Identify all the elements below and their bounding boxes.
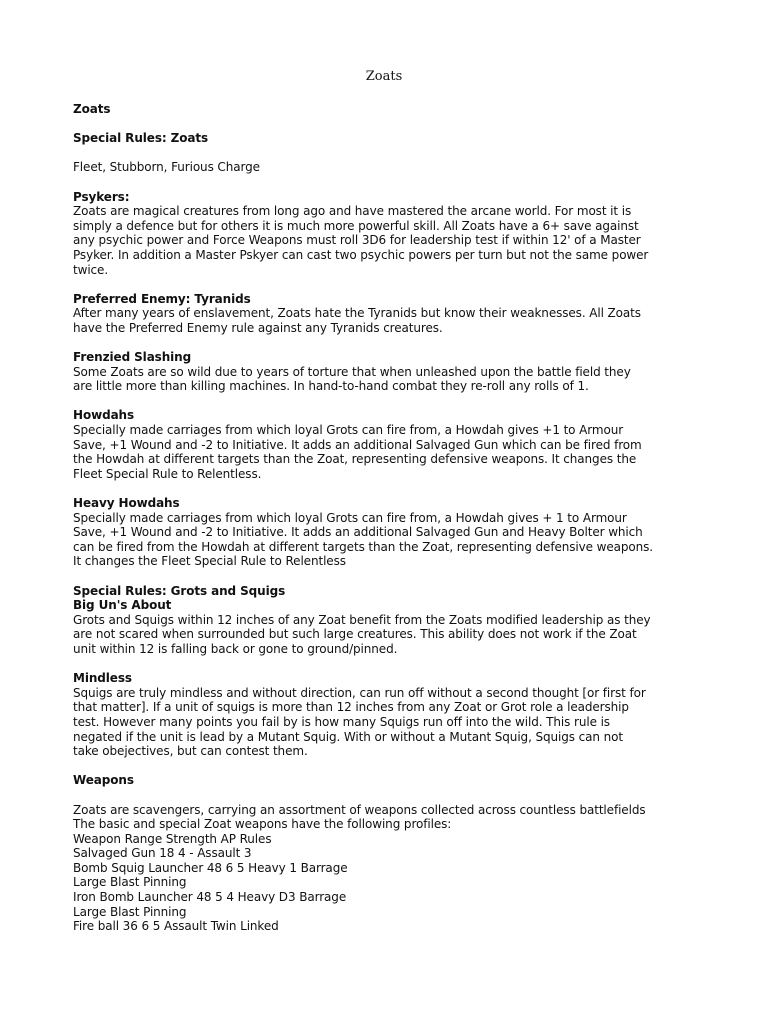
weapon-row: Bomb Squig Launcher 48 6 5 Heavy 1 Barrage [73,860,348,875]
psykers-paragraph [73,204,705,277]
howdahs-line: Specially made carriages from which loyal Grots can fire from, a Howdah gives +1 to Armour [73,423,624,438]
heavy-howdahs-line: Specially made carriages from which loyal Grots can fire from, a Howdah gives + 1 to Armour [73,510,627,525]
section-grots-and-squigs [73,584,705,657]
heavy-howdahs-line: Save, +1 Wound and -2 to Initiative. It adds an additional Salvaged Gun and Heavy Bolter which [73,525,643,540]
weapons-paragraph [73,803,705,934]
weapons-line: The basic and special Zoat weapons have the following profiles: [73,817,452,832]
psykers-line: any psychic power and Force Weapons must roll 3D6 for leadership test if within 12' of a Master [73,233,641,248]
weapon-row: Large Blast Pinning [73,904,187,919]
section-psykers [73,190,705,278]
mindless-line: test. However many points you fail by is how many Squigs run off into the wild. This rule is [73,714,610,729]
section-heavy-howdahs [73,496,705,569]
special-rules-text: Fleet, Stubborn, Furious Charge [73,160,260,175]
psykers-heading: Psykers: [73,189,130,204]
mindless-heading: Mindless [73,671,132,686]
heading-zoats: Zoats [73,102,111,116]
preferred-enemy-heading: Preferred Enemy: Tyranids [73,291,251,306]
special-rules-heading: Special Rules: Zoats [73,131,209,146]
weapon-row: Fire ball 36 6 5 Assault Twin Linked [73,919,279,934]
heavy-howdahs-heading: Heavy Howdahs [73,496,180,511]
mindless-paragraph [73,686,705,759]
section-frenzied-slashing [73,350,705,394]
grots-squigs-line: unit within 12 is falling back or gone to ground/pinned. [73,641,398,656]
howdahs-line: the Howdah at different targets than the Zoat, representing defensive weapons. It changes the [73,452,637,467]
grots-squigs-paragraph [73,613,705,657]
weapons-line: Zoats are scavengers, carrying an assortment of weapons collected across countless battlefields [73,802,646,817]
weapon-row: Large Blast Pinning [73,875,187,890]
grots-squigs-heading: Special Rules: Grots and Squigs [73,583,286,598]
psykers-line: simply a defence but for others it is much more powerful skill. All Zoats have a 6+ save against [73,218,639,233]
preferred-enemy-line: have the Preferred Enemy rule against any Tyranids creatures. [73,320,443,335]
frenzied-paragraph [73,365,705,394]
weapons-heading: Weapons [73,773,134,788]
psykers-line: Psyker. In addition a Master Pskyer can cast two psychic powers per turn but not the same power [73,247,649,262]
section-weapons [73,773,705,934]
big-uns-about-subheading: Big Un's About [73,598,172,613]
frenzied-line: are little more than killing machines. In hand-to-hand combat they re-roll any rolls of 1. [73,379,589,394]
section-mindless [73,671,705,759]
heavy-howdahs-paragraph [73,511,705,569]
howdahs-line: Fleet Special Rule to Relentless. [73,466,262,481]
preferred-enemy-line: After many years of enslavement, Zoats hate the Tyranids but know their weaknesses. All Zoats [73,306,641,321]
section-howdahs [73,408,705,481]
weapon-row: Iron Bomb Launcher 48 5 4 Heavy D3 Barrage [73,890,347,905]
psykers-line: Zoats are magical creatures from long ago and have mastered the arcane world. For most it is [73,204,632,219]
mindless-line: that matter]. If a unit of squigs is more than 12 inches from any Zoat or Grot role a leadership [73,700,629,715]
heavy-howdahs-line: It changes the Fleet Special Rule to Relentless [73,554,346,569]
preferred-enemy-paragraph [73,306,705,335]
psykers-line: twice. [73,262,109,277]
howdahs-paragraph [73,423,705,481]
frenzied-heading: Frenzied Slashing [73,350,192,365]
section-preferred-enemy [73,292,705,336]
mindless-line: negated if the unit is lead by a Mutant Squig. With or without a Mutant Squig, Squigs can not [73,729,623,744]
weapons-table-header: Weapon Range Strength AP Rules [73,831,272,846]
document-body [73,102,705,934]
heavy-howdahs-line: can be fired from the Howdah at different targets than the Zoat, representing defensive weapons. [73,539,653,554]
grots-squigs-line: Grots and Squigs within 12 inches of any Zoat benefit from the Zoats modified leadership as they [73,612,651,627]
weapon-row: Salvaged Gun 18 4 - Assault 3 [73,846,252,861]
grots-squigs-line: are not scared when surrounded but such large creatures. This ability does not work if the Zoat [73,627,637,642]
howdahs-heading: Howdahs [73,408,135,423]
frenzied-line: Some Zoats are so wild due to years of torture that when unleashed upon the battle field they [73,364,631,379]
mindless-line: Squigs are truly mindless and without direction, can run off without a second thought [or first for [73,685,646,700]
document-title: Zoats [365,69,403,84]
howdahs-line: Save, +1 Wound and -2 to Initiative. It adds an additional Salvaged Gun which can be fired from [73,437,642,452]
mindless-line: take obejectives, but can contest them. [73,744,308,759]
